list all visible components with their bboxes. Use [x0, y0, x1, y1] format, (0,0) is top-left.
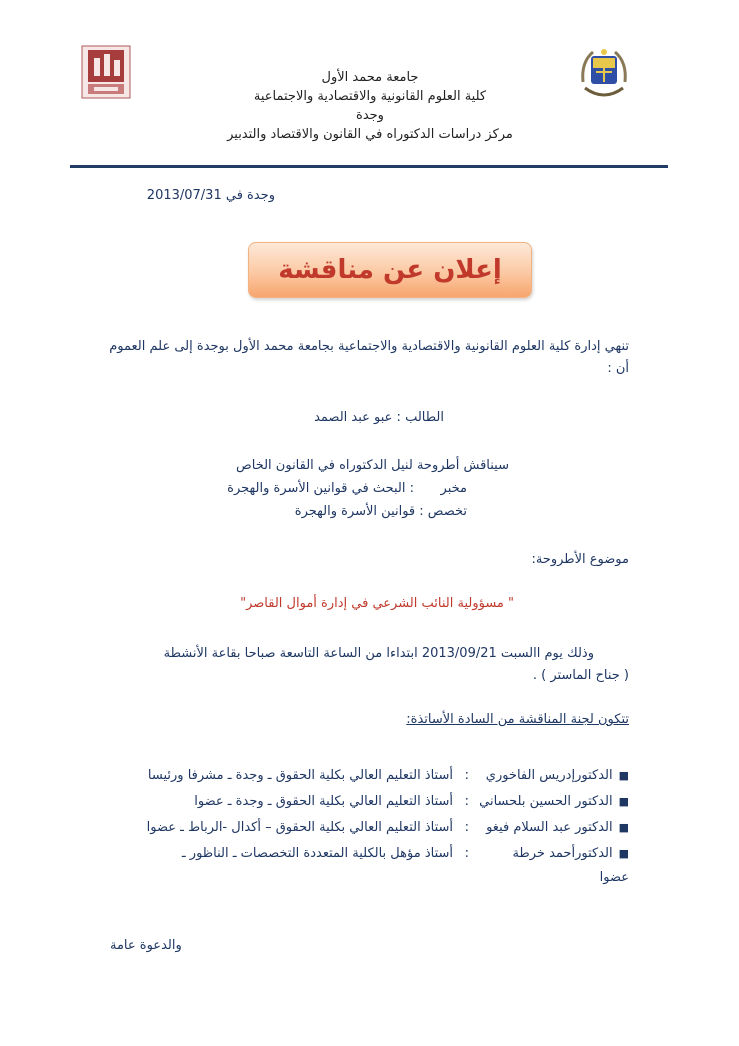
student-name: الطالب : عبو عبد الصمد: [314, 410, 444, 425]
committee-member: [109, 794, 629, 816]
member-title: أستاذ التعليم العالي بكلية الحقوق ـ وجدة ـ مشرفا ورئيسا: [147, 768, 453, 783]
banner-title: إعلان عن مناقشة: [278, 255, 502, 285]
member-separator: :: [464, 768, 469, 783]
committee-member: [109, 846, 629, 868]
member-title: أستاذ التعليم العالي بكلية الحقوق – أكدال -الرباط ـ عضوا: [146, 820, 453, 835]
intro-paragraph: تنهي إدارة كلية العلوم القانونية والاقتصادية والاجتماعية بجامعة محمد الأول بوجدة إلى علم العموم أن :: [109, 339, 629, 376]
schedule-location: ( جناح الماستر ) .: [532, 668, 629, 683]
announcement-banner: [248, 242, 532, 298]
university-logo: [573, 42, 635, 104]
member-name: الدكتورإدريس الفاخوري: [485, 768, 613, 783]
city-name: وجدة: [356, 108, 384, 123]
member-separator: :: [464, 794, 469, 809]
faculty-name: كلية العلوم القانونية والاقتصادية والاجتماعية: [253, 89, 487, 104]
header-divider: [70, 165, 668, 168]
faculty-logo: [80, 44, 132, 100]
member-title: أستاذ التعليم العالي بكلية الحقوق ـ وجدة ـ عضوا: [194, 794, 453, 809]
center-name: مركز دراسات الدكتوراه في القانون والاقتصاد والتدبير: [227, 127, 513, 142]
document-date: وجدة في 2013/07/31: [146, 188, 275, 203]
bullet-icon: ■: [618, 769, 629, 782]
member-name: الدكتورأحمد خرطة: [512, 846, 613, 861]
committee-tail: عضوا: [599, 870, 629, 885]
letterhead: [180, 68, 560, 144]
schedule-line: وذلك يوم االسبت 2013/09/21 ابتداءا من الساعة التاسعة صباحا بقاعة الأنشطة: [163, 646, 594, 661]
bullet-icon: ■: [618, 847, 629, 860]
lab-value: : البحث في قوانين الأسرة والهجرة: [227, 481, 414, 496]
member-title: أستاذ مؤهل بالكلية المتعددة التخصصات ـ الناظور ـ: [181, 846, 453, 861]
committee-member: [109, 768, 629, 790]
thesis-degree: سيناقش أطروحة لنيل الدكتوراه في القانون الخاص: [236, 458, 509, 473]
member-name: الدكتور عبد السلام فيغو: [486, 820, 613, 835]
bullet-icon: ■: [618, 795, 629, 808]
specialty: تخصص : قوانين الأسرة والهجرة: [294, 504, 467, 519]
committee-member: [109, 820, 629, 842]
thesis-title: " مسؤولية النائب الشرعي في إدارة أموال القاصر": [240, 596, 514, 611]
bullet-icon: ■: [618, 821, 629, 834]
committee-heading: تتكون لجنة المناقشة من السادة الأساتذة:: [406, 712, 629, 727]
member-separator: :: [464, 846, 469, 861]
university-name: جامعة محمد الأول: [321, 70, 419, 85]
subject-label: موضوع الأطروحة:: [531, 552, 629, 567]
member-name: الدكتور الحسين بلحساني: [479, 794, 613, 809]
lab-label: مخبر: [440, 481, 467, 496]
member-separator: :: [464, 820, 469, 835]
closing-line: والدعوة عامة: [110, 938, 182, 953]
